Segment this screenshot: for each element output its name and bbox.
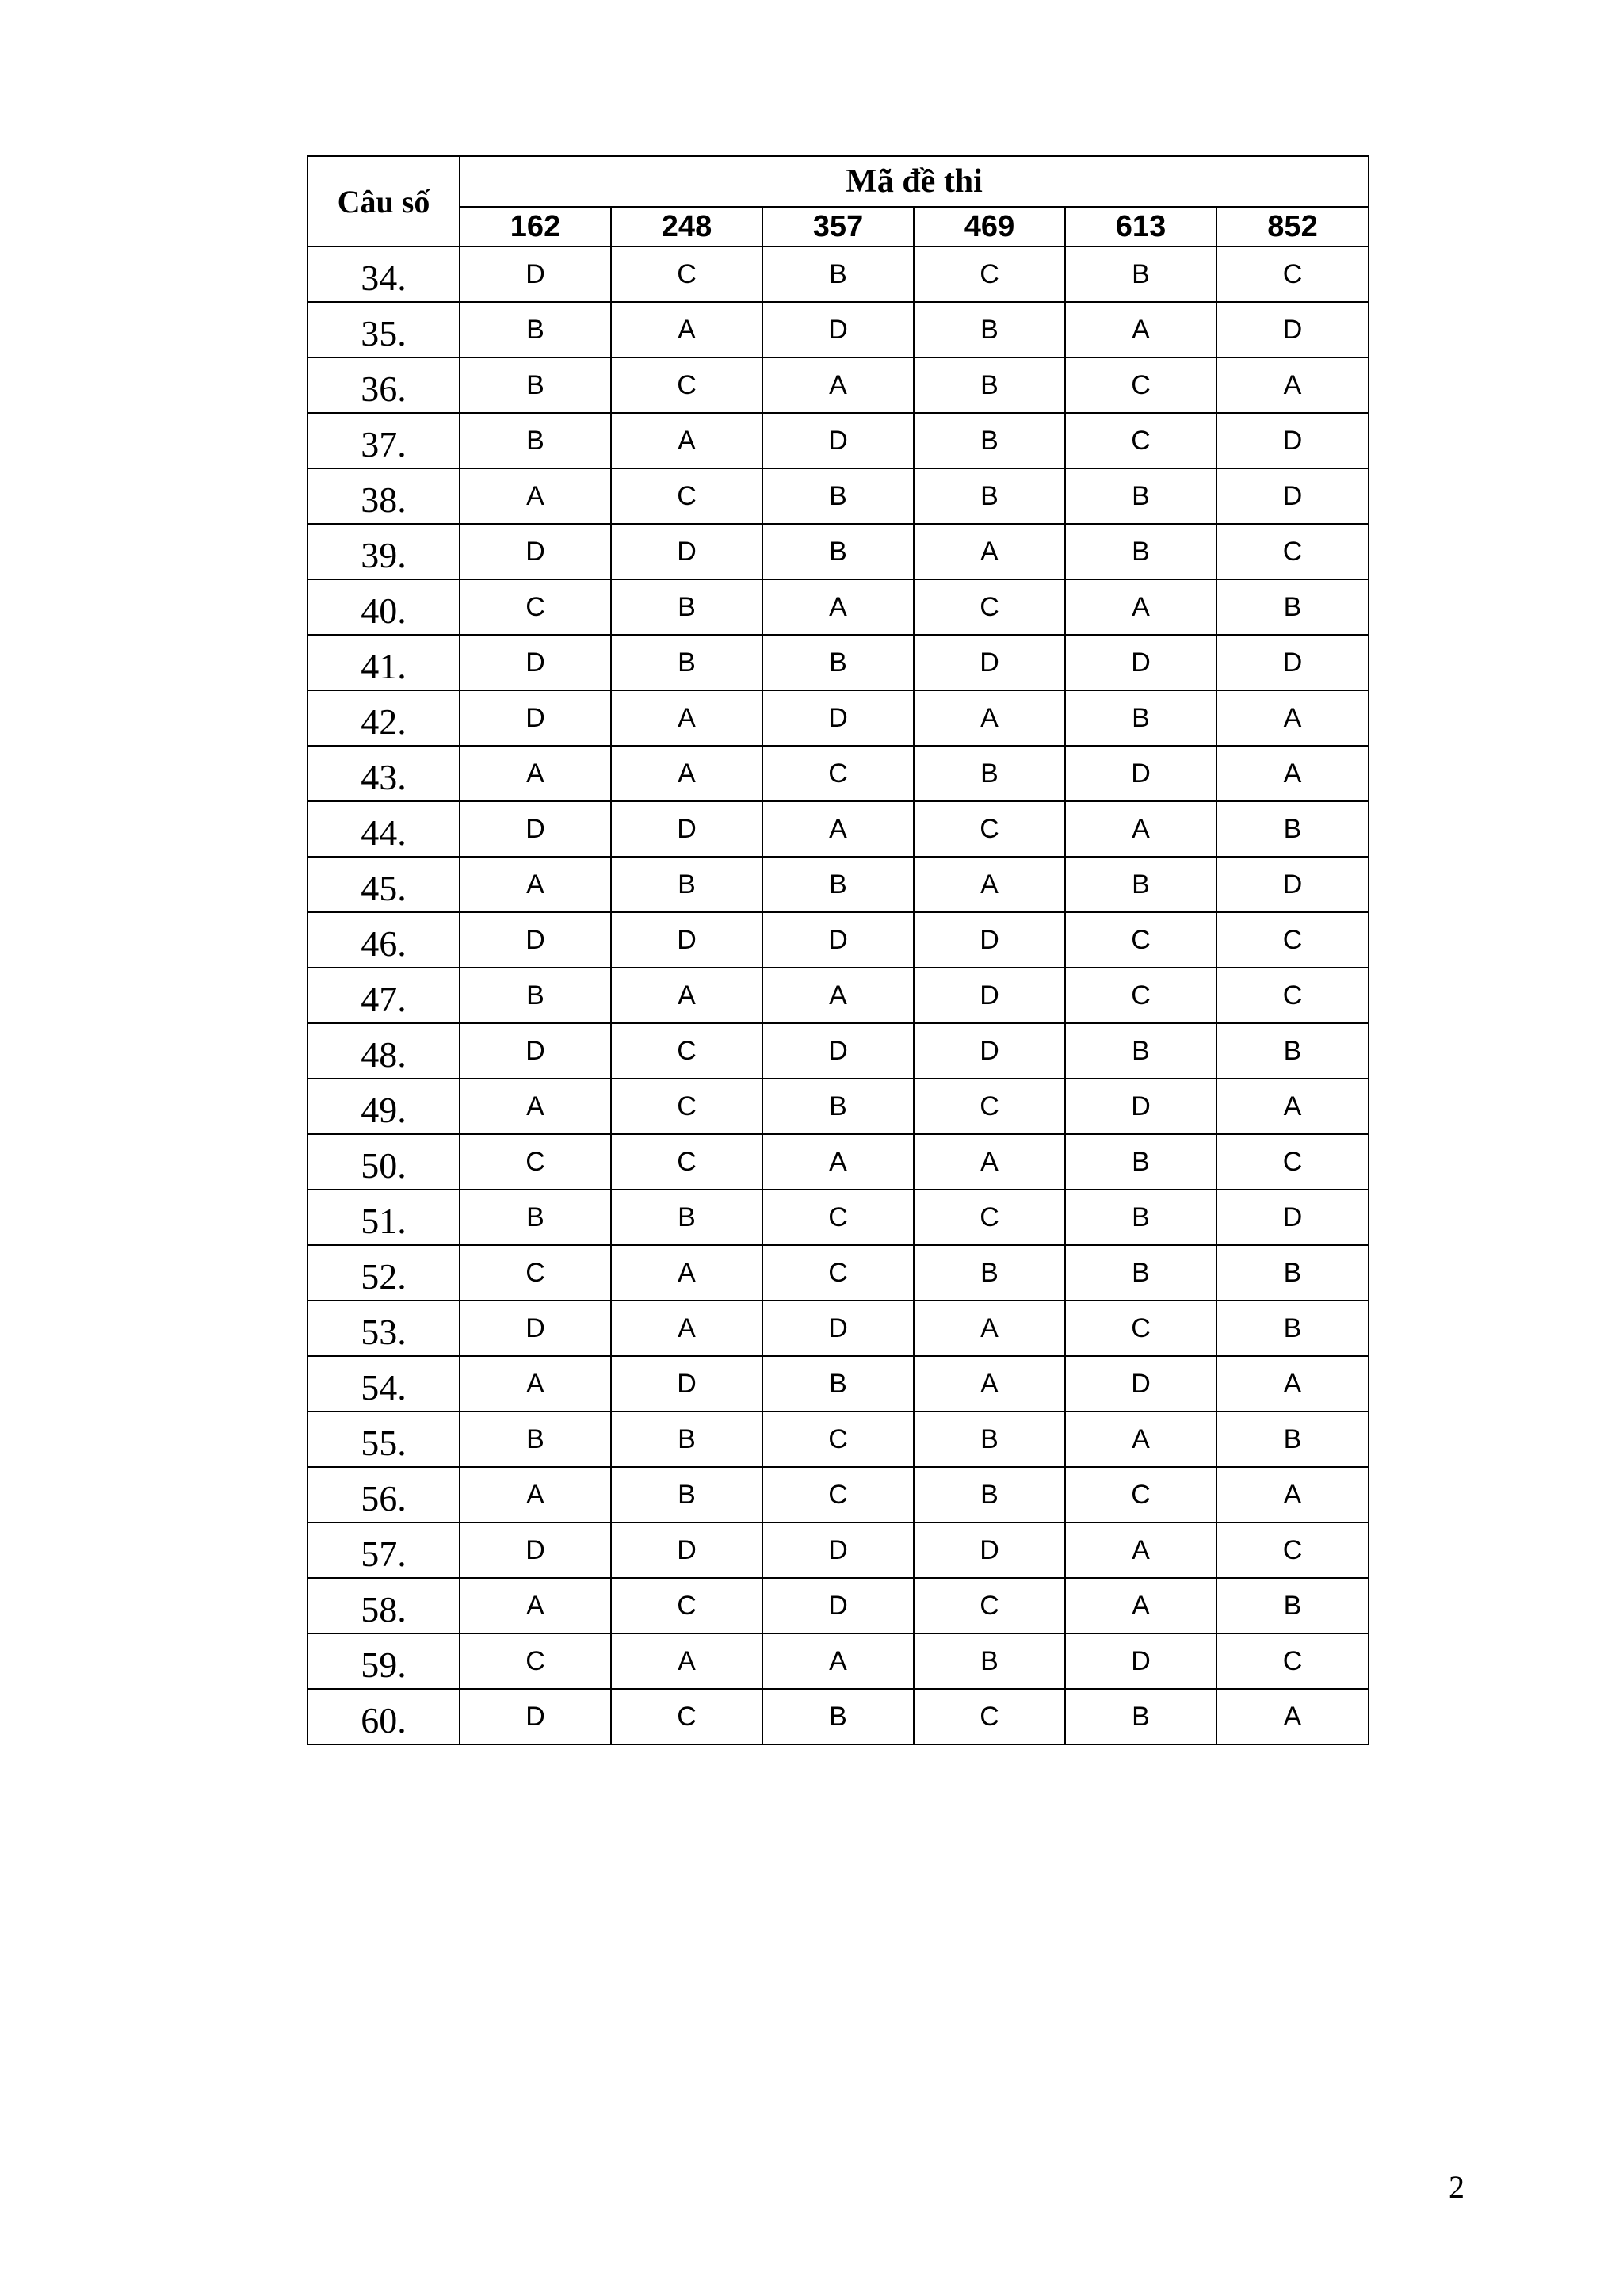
table-row [307,857,1369,912]
answer-cell: B [611,857,762,912]
answer-cell: C [914,801,1065,857]
answer-cell: A [1065,302,1216,357]
answer-cell: B [1065,246,1216,302]
question-number: 57. [307,1522,460,1578]
table-row [307,801,1369,857]
answer-cell: A [914,1356,1065,1412]
answer-cell: D [460,1023,611,1079]
answer-cell: C [611,468,762,524]
answer-cell: B [1216,1578,1369,1633]
answer-cell: D [1216,1190,1369,1245]
question-number: 51. [307,1190,460,1245]
answer-cell: D [1216,302,1369,357]
answer-cell: A [460,1467,611,1522]
answer-cell: B [1216,1301,1369,1356]
question-number: 40. [307,579,460,635]
answer-cell: A [1065,579,1216,635]
table-row [307,1689,1369,1744]
table-row [307,413,1369,468]
answer-cell: A [914,1134,1065,1190]
answer-cell: C [1216,1522,1369,1578]
answer-cell: B [460,1190,611,1245]
answer-cell: B [611,579,762,635]
table-row [307,1356,1369,1412]
question-number: 38. [307,468,460,524]
answer-cell: C [1216,524,1369,579]
answer-cell: A [460,857,611,912]
answer-cell: C [611,357,762,413]
exam-code-cell: 613 [1065,207,1216,246]
answer-rows [307,246,1369,1744]
table-row [307,579,1369,635]
answer-cell: A [914,1301,1065,1356]
answer-cell: B [611,1412,762,1467]
question-number: 50. [307,1134,460,1190]
answer-cell: B [1065,690,1216,746]
answer-cell: A [611,1633,762,1689]
answer-cell: A [1216,357,1369,413]
answer-cell: C [914,1190,1065,1245]
answer-cell: D [762,912,914,968]
answer-cell: C [1065,357,1216,413]
answer-cell: B [1216,1023,1369,1079]
answer-cell: C [1216,912,1369,968]
answer-cell: B [762,1079,914,1134]
answer-cell: D [762,690,914,746]
answer-cell: C [762,746,914,801]
answer-cell: B [762,524,914,579]
question-number: 49. [307,1079,460,1134]
answer-cell: A [1065,1578,1216,1633]
answer-cell: A [460,1578,611,1633]
answer-cell: D [460,524,611,579]
question-number: 58. [307,1578,460,1633]
answer-cell: A [762,968,914,1023]
table-row [307,1190,1369,1245]
question-number: 56. [307,1467,460,1522]
answer-cell: B [1065,1023,1216,1079]
answer-cell: C [611,1079,762,1134]
answer-cell: B [762,1356,914,1412]
question-number: 42. [307,690,460,746]
exam-code-cell: 469 [914,207,1065,246]
answer-cell: B [1216,579,1369,635]
answer-cell: C [914,1578,1065,1633]
answer-cell: D [762,1522,914,1578]
answer-cell: B [762,246,914,302]
answer-cell: D [611,912,762,968]
answer-cell: B [460,1412,611,1467]
answer-cell: C [914,1079,1065,1134]
answer-cell: A [611,1301,762,1356]
answer-cell: D [762,1301,914,1356]
answer-cell: B [460,413,611,468]
question-number: 48. [307,1023,460,1079]
answer-cell: C [460,1134,611,1190]
answer-cell: D [460,690,611,746]
answer-cell: C [611,1689,762,1744]
answer-cell: C [1216,1134,1369,1190]
answer-cell: A [1065,801,1216,857]
answer-cell: B [914,413,1065,468]
table-row [307,1023,1369,1079]
answer-cell: B [1065,1689,1216,1744]
answer-cell: B [762,635,914,690]
answer-cell: B [1065,857,1216,912]
answer-cell: D [1065,1079,1216,1134]
answer-cell: C [914,246,1065,302]
table-row [307,357,1369,413]
answer-cell: C [460,1633,611,1689]
question-number: 44. [307,801,460,857]
answer-cell: B [762,468,914,524]
answer-cell: A [762,357,914,413]
answer-cell: D [460,635,611,690]
answer-cell: C [611,1578,762,1633]
answer-cell: D [460,1689,611,1744]
answer-cell: D [762,302,914,357]
answer-cell: B [611,1190,762,1245]
header-row [307,156,1369,207]
question-number: 37. [307,413,460,468]
answer-cell: A [762,1633,914,1689]
question-number: 35. [307,302,460,357]
question-number: 53. [307,1301,460,1356]
answer-cell: B [914,1633,1065,1689]
table-row [307,746,1369,801]
table-row [307,524,1369,579]
exam-code-cell: 852 [1216,207,1369,246]
answer-cell: D [914,1522,1065,1578]
table-row [307,1578,1369,1633]
answer-cell: C [1065,413,1216,468]
answer-cell: D [460,246,611,302]
answer-cell: B [611,1467,762,1522]
answer-cell: A [460,468,611,524]
answer-cell: B [1216,801,1369,857]
answer-cell: D [762,413,914,468]
exam-code-cell: 357 [762,207,914,246]
answer-cell: C [914,1689,1065,1744]
answer-cell: A [1065,1522,1216,1578]
question-number: 41. [307,635,460,690]
answer-cell: D [1065,1356,1216,1412]
exam-code-header: Mã đề thi [460,156,1369,207]
table-row [307,635,1369,690]
answer-cell: B [611,635,762,690]
answer-cell: C [762,1467,914,1522]
answer-cell: A [914,857,1065,912]
answer-cell: B [460,968,611,1023]
answer-cell: A [762,1134,914,1190]
answer-cell: D [460,912,611,968]
answer-cell: D [1216,468,1369,524]
answer-cell: D [460,1522,611,1578]
answer-cell: D [914,635,1065,690]
answer-cell: C [762,1412,914,1467]
answer-cell: D [914,1023,1065,1079]
answer-cell: B [762,1689,914,1744]
answer-cell: B [1065,1190,1216,1245]
table-row [307,968,1369,1023]
exam-code-cell: 248 [611,207,762,246]
answer-cell: B [914,1412,1065,1467]
answer-cell: A [1216,1079,1369,1134]
table-row [307,1412,1369,1467]
table-row [307,302,1369,357]
table-row [307,1522,1369,1578]
answer-cell: B [1216,1412,1369,1467]
answer-cell: B [914,1467,1065,1522]
answer-cell: B [914,746,1065,801]
answer-cell: D [1216,635,1369,690]
answer-cell: C [762,1190,914,1245]
answer-cell: D [611,1522,762,1578]
answer-cell: A [762,579,914,635]
table-row [307,246,1369,302]
answer-cell: B [460,302,611,357]
question-number: 34. [307,246,460,302]
answer-cell: C [1065,968,1216,1023]
answer-cell: D [1216,857,1369,912]
answer-cell: B [460,357,611,413]
question-number: 43. [307,746,460,801]
answer-cell: A [460,1356,611,1412]
question-number: 39. [307,524,460,579]
question-number: 52. [307,1245,460,1301]
answer-cell: D [460,1301,611,1356]
answer-cell: B [914,302,1065,357]
answer-cell: D [460,801,611,857]
answer-cell: B [1065,1245,1216,1301]
answer-cell: D [611,801,762,857]
question-number: 54. [307,1356,460,1412]
answer-cell: C [1216,246,1369,302]
answer-cell: C [1065,1301,1216,1356]
answer-cell: D [1065,1633,1216,1689]
answer-cell: A [611,968,762,1023]
question-number: 46. [307,912,460,968]
answer-cell: C [611,1023,762,1079]
question-number: 36. [307,357,460,413]
answer-cell: B [914,357,1065,413]
answer-cell: A [611,690,762,746]
answer-cell: C [1216,1633,1369,1689]
answer-cell: C [762,1245,914,1301]
answer-cell: A [611,1245,762,1301]
answer-cell: A [914,690,1065,746]
answer-cell: B [914,1245,1065,1301]
answer-cell: A [1065,1412,1216,1467]
answer-cell: A [460,746,611,801]
table-row [307,1467,1369,1522]
exam-code-row [307,207,1369,246]
answer-cell: A [611,413,762,468]
answer-cell: B [1065,468,1216,524]
table-row [307,1301,1369,1356]
page-number: 2 [1449,2169,1465,2205]
question-number-header: Câu số [307,156,460,246]
answer-cell: C [1065,912,1216,968]
question-number: 47. [307,968,460,1023]
question-number: 60. [307,1689,460,1744]
answer-cell: B [1065,1134,1216,1190]
answer-cell: A [460,1079,611,1134]
answer-cell: D [1065,746,1216,801]
table-row [307,1245,1369,1301]
answer-cell: D [611,1356,762,1412]
answer-cell: A [611,746,762,801]
table-row [307,1079,1369,1134]
answer-key-table [307,155,1369,1745]
answer-cell: A [1216,1689,1369,1744]
table-row [307,468,1369,524]
answer-cell: D [914,968,1065,1023]
answer-cell: C [1065,1467,1216,1522]
answer-cell: A [1216,1356,1369,1412]
table-row [307,1633,1369,1689]
answer-cell: B [914,468,1065,524]
answer-cell: A [1216,746,1369,801]
answer-cell: B [762,857,914,912]
question-number: 45. [307,857,460,912]
answer-cell: D [1216,413,1369,468]
answer-cell: C [1216,968,1369,1023]
answer-cell: C [460,579,611,635]
answer-cell: C [914,579,1065,635]
answer-cell: B [1065,524,1216,579]
table-row [307,690,1369,746]
answer-cell: B [1216,1245,1369,1301]
question-number: 59. [307,1633,460,1689]
answer-cell: D [1065,635,1216,690]
answer-cell: D [914,912,1065,968]
answer-cell: D [762,1023,914,1079]
exam-code-cell: 162 [460,207,611,246]
question-number: 55. [307,1412,460,1467]
answer-cell: D [611,524,762,579]
answer-cell: A [611,302,762,357]
answer-cell: C [611,246,762,302]
answer-cell: D [762,1578,914,1633]
answer-cell: A [1216,1467,1369,1522]
answer-cell: C [460,1245,611,1301]
answer-cell: A [914,524,1065,579]
table-row [307,1134,1369,1190]
answer-cell: C [611,1134,762,1190]
answer-cell: A [1216,690,1369,746]
answer-cell: A [762,801,914,857]
table-row [307,912,1369,968]
